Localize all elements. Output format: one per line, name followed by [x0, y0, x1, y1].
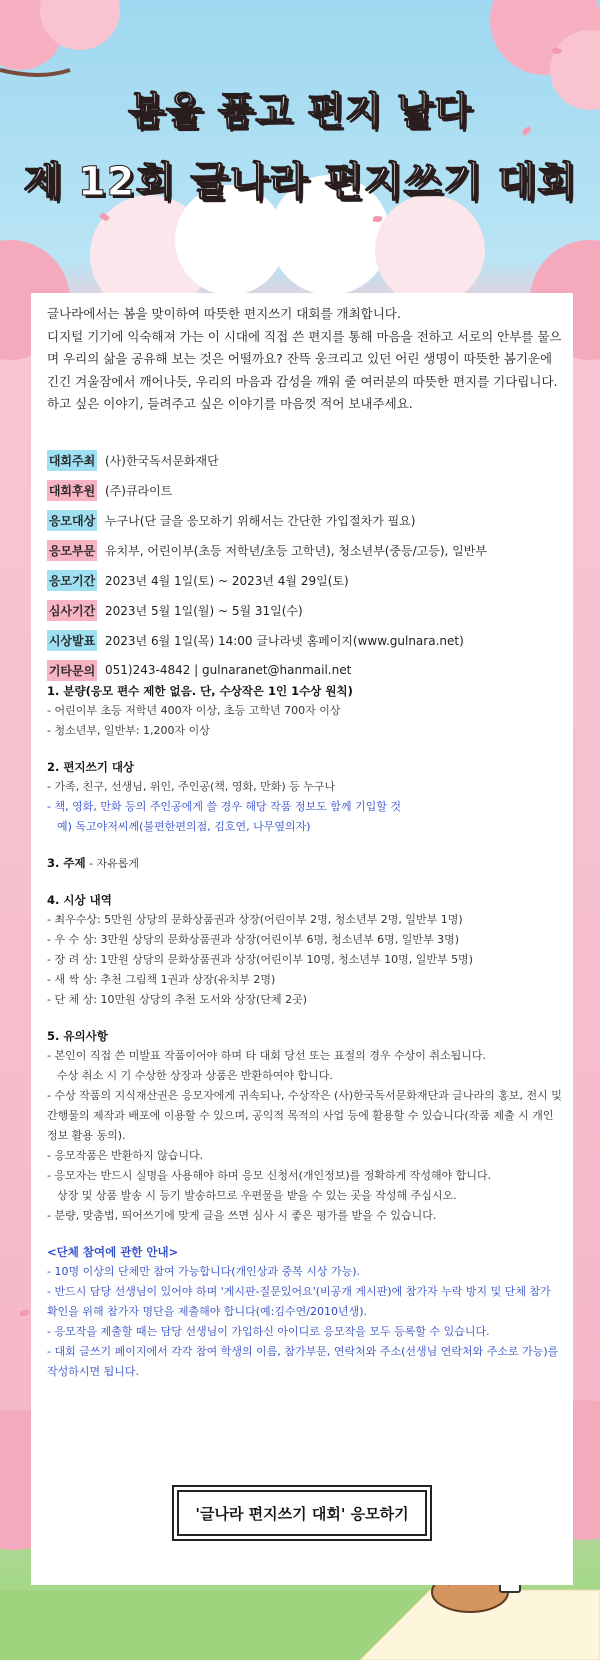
- award-line: - 새 싹 상: 추천 그림책 1권과 상장(유치부 2명): [47, 973, 276, 986]
- notice-line: 수상 취소 시 기 수상한 상장과 상품은 반환하여야 합니다.: [57, 1069, 333, 1082]
- info-row-organizer: [47, 445, 487, 475]
- intro-text: [47, 303, 562, 416]
- group-line: - 10명 이상의 단체만 참여 가능합니다(개인상과 중복 시상 가능).: [47, 1265, 361, 1278]
- info-tag: 대회후원: [47, 480, 97, 501]
- info-row-sponsor: [47, 475, 487, 505]
- info-row-announcement: [47, 625, 487, 655]
- award-line: - 최우수상: 5만원 상당의 문화상품권과 상장(어린이부 2명, 청소년부 2명, 일반부 1명): [47, 913, 463, 926]
- info-tag: 응모대상: [47, 510, 97, 531]
- info-row-period: [47, 565, 487, 595]
- info-value: 051)243-4842 | gulnaranet@hanmail.net: [105, 663, 352, 677]
- info-tag: 응모기간: [47, 570, 97, 591]
- notice-line: - 분량, 맞춤법, 띄어쓰기에 맞게 글을 쓰면 심사 시 좋은 평가를 받을 수 있습니다.: [47, 1209, 437, 1222]
- info-value: 2023년 5월 1일(월) ~ 5월 31일(수): [105, 603, 303, 618]
- notice-line: - 응모자는 반드시 실명을 사용해야 하며 응모 신청서(개인정보)를 정확하게 작성해야 합니다.: [47, 1169, 492, 1182]
- intro-paragraph: 디지털 기기에 익숙해져 가는 이 시대에 직접 쓴 편지를 통해 마음을 전하고 서로의 안부를 물으며 우리의 삶을 공유해 보는 것은 어떨까요? 잔뜩 웅크리고 있던 어린 생명이 따뜻한 봄기운에 긴긴 겨울잠에서 깨어나듯, 우리의 마음과 감성을 깨워 줄 여러분의 따뜻한 편지를 기다립니다.: [47, 328, 562, 389]
- award-line: - 장 려 상: 1만원 상당의 문화상품권과 상장(어린이부 10명, 청소년부 10명, 일반부 5명): [47, 953, 473, 966]
- info-tag: 대회주최: [47, 450, 97, 471]
- info-value: 유치부, 어린이부(초등 저학년/초등 고학년), 청소년부(중등/고등), 일반부: [105, 543, 487, 558]
- info-value: 누구나(단 글을 응모하기 위해서는 간단한 가입절차가 필요): [105, 513, 416, 528]
- section-line: - 책, 영화, 만화 등의 주인공에게 쓸 경우 해당 작품 정보도 함께 기입할 것: [47, 800, 401, 813]
- intro-paragraph: 하고 싶은 이야기, 들려주고 싶은 이야기를 마음껏 적어 보내주세요.: [47, 396, 413, 411]
- section-example: 예) 독고야저씨께(불편한편의점, 김호연, 나무옆의자): [57, 820, 311, 833]
- info-value: (사)한국독서문화재단: [105, 453, 219, 468]
- notice-line: - 본인이 직접 쓴 미발표 작품이어야 하며 타 대회 당선 또는 표절의 경우 수상이 취소됩니다.: [47, 1049, 486, 1062]
- group-line: - 대회 글쓰기 페이지에서 각각 참여 학생의 이름, 참가부문, 연락처와 주소(선생님 연락처와 주소로 가능)를 작성하시면 됩니다.: [47, 1345, 559, 1378]
- banner-subtitle: 제 12회 글나라 편지쓰기 대회: [23, 159, 577, 205]
- section-line: - 가족, 친구, 선생님, 위인, 주인공(책, 영화, 만화) 등 누구나: [47, 780, 336, 793]
- notice-line: - 응모작품은 반환하지 않습니다.: [47, 1149, 204, 1162]
- petal: [20, 1310, 29, 1316]
- cloud: [375, 195, 485, 305]
- section-topic: [47, 853, 562, 874]
- info-tag: 시상발표: [47, 630, 97, 651]
- award-line: - 우 수 상: 3만원 상당의 문화상품권과 상장(어린이부 6명, 청소년부 6명, 일반부 3명): [47, 933, 459, 946]
- section-heading: 2. 편지쓰기 대상: [47, 760, 135, 774]
- info-list: [47, 445, 487, 685]
- info-value: 2023년 4월 1일(토) ~ 2023년 4월 29일(토): [105, 573, 349, 588]
- info-tag: 응모부문: [47, 540, 97, 561]
- content-card: [31, 293, 573, 1585]
- group-heading: <단체 참여에 관한 안내>: [47, 1245, 179, 1259]
- section-heading: 1. 분량(응모 편수 제한 없음. 단, 수상작은 1인 1수상 원칙): [47, 684, 353, 698]
- notice-line: 상장 및 상품 발송 시 등기 발송하므로 우편물을 받을 수 있는 곳을 작성해 주십시오.: [57, 1189, 457, 1202]
- info-value: 2023년 6월 1일(목) 14:00 글나라넷 홈페이지(www.gulnara.net): [105, 633, 464, 648]
- info-row-review: [47, 595, 487, 625]
- section-heading: 4. 시상 내역: [47, 893, 112, 907]
- info-row-category: [47, 535, 487, 565]
- section-heading: 5. 유의사항: [47, 1029, 108, 1043]
- intro-paragraph: 글나라에서는 봄을 맞이하여 따뜻한 편지쓰기 대회를 개최합니다.: [47, 306, 401, 321]
- info-value: (주)큐라이트: [105, 483, 173, 498]
- branch: [0, 70, 70, 75]
- details-sections: [47, 681, 562, 1382]
- group-line: - 응모작을 제출할 때는 담당 선생님이 가입하신 아이디로 응모작을 모두 등록할 수 있습니다.: [47, 1325, 490, 1338]
- info-tag: 심사기간: [47, 600, 97, 621]
- info-tag: 기타문의: [47, 660, 97, 681]
- section-heading: 3. 주제: [47, 856, 86, 870]
- apply-button[interactable]: '글나라 편지쓰기 대회' 응모하기: [177, 1490, 427, 1536]
- info-row-eligibility: [47, 505, 487, 535]
- section-line: - 어린이부 초등 저학년 400자 이상, 초등 고학년 700자 이상: [47, 704, 341, 717]
- banner-title: 봄을 품고 편지 날다: [127, 89, 473, 133]
- section-line: - 청소년부, 일반부: 1,200자 이상: [47, 724, 210, 737]
- section-line: - 자유롭게: [85, 857, 140, 870]
- notice-line: - 수상 작품의 지식재산권은 응모자에게 귀속되나, 수상작은 (사)한국독서문화재단과 글나라의 홍보, 전시 및 간행물의 제작과 배포에 이용할 수 있으며, 공익적 목적의 사업 등에 활용할 수 있습니다(작품 제출 시 개인정보 활용 동의).: [47, 1089, 562, 1142]
- award-line: - 단 체 상: 10만원 상당의 추천 도서와 상장(단체 2곳): [47, 993, 307, 1006]
- group-line: - 반드시 담당 선생님이 있어야 하며 '게시판-질문있어요'(비공개 게시판)에 참가자 누락 방지 및 단체 참가 확인을 위해 참가자 명단을 제출해야 합니다(예:김수연/2010년생).: [47, 1285, 551, 1318]
